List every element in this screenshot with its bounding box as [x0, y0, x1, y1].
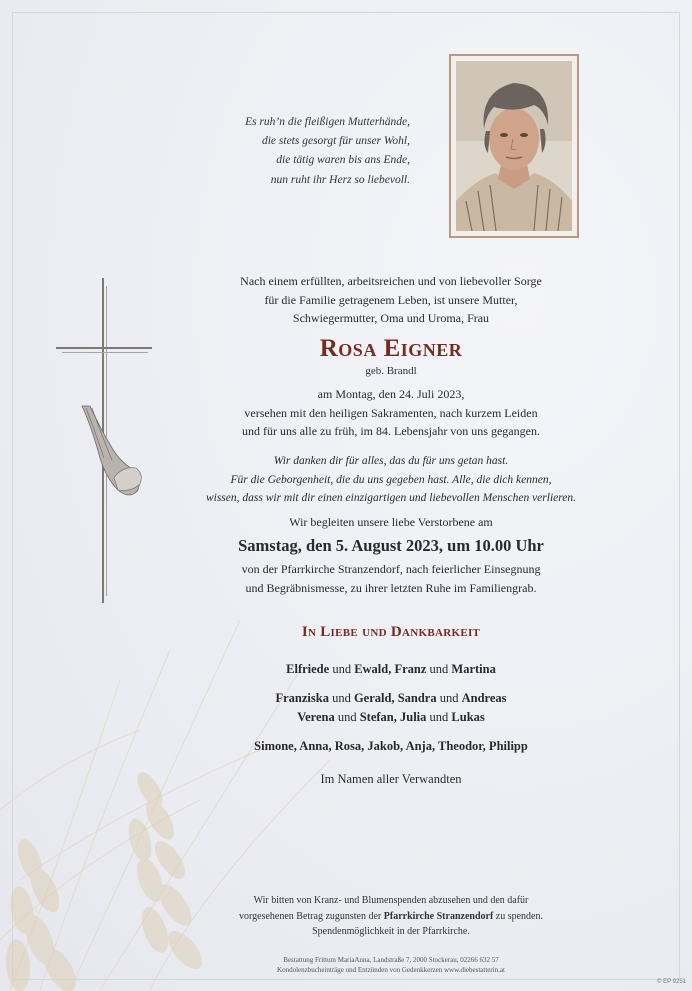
mourner-line: Verena und Stefan, Julia und Lukas	[297, 710, 485, 724]
cross-icon	[56, 278, 156, 608]
thanks-line: Für die Geborgenheit, die du uns gegeben hast. Alle, die dich kennen,	[230, 473, 552, 486]
funeral-date: Samstag, den 5. August 2023, um 10.00 Uhr	[238, 536, 544, 555]
death-notice	[160, 385, 622, 441]
mourner-line: Elfriede und Ewald, Franz und Martina	[286, 662, 496, 676]
death-line: am Montag, den 24. Juli 2023,	[317, 387, 465, 401]
mourner-line: Franziska und Gerald, Sandra und Andreas	[275, 691, 507, 705]
death-line: und für uns alle zu früh, im 84. Lebensjahr von uns gegangen.	[242, 424, 540, 438]
intro-line: Nach einem erfüllten, arbeitsreichen und von liebevoller Sorge	[240, 274, 542, 288]
portrait-frame	[449, 54, 579, 238]
mourners-list	[160, 660, 622, 756]
thanks-text	[160, 452, 622, 508]
intro-text	[160, 272, 622, 328]
death-line: versehen mit den heiligen Sakramenten, nach kurzem Leiden	[244, 405, 538, 420]
deceased-name: Rosa Eigner	[319, 335, 463, 362]
poem-line: die tätig waren bis ans Ende,	[276, 154, 410, 167]
poem-line: nun ruht ihr Herz so liebevoll.	[270, 173, 410, 186]
poem-line: die stets gesorgt für unser Wohl,	[261, 135, 410, 148]
mourners-heading: In Liebe und Dankbarkeit	[301, 624, 481, 640]
funeral-line: von der Pfarrkirche Stranzendorf, nach feierlicher Einsegnung	[241, 562, 541, 576]
portrait-photo	[456, 61, 572, 231]
relatives-line: Im Namen aller Verwandten	[320, 772, 462, 786]
poem	[190, 113, 410, 190]
donation-request: Wir bitten von Kranz- und Blumenspenden abzusehen und den dafür vorgesehenen Betrag zugunsten der Pfarrkirche Stranzendorf zu spenden. Spendenmöglichkeit in der Pfarrkirche.	[239, 895, 543, 937]
undertaker-footer: Bestattung Frittum MariaAnna, Landstraße 7, 2000 Stockerau, 02266 632 57 Kondolenzbucheinträge und Entzünden von Gedenkkerzen www.diebestatterin.at	[277, 956, 505, 974]
poem-line: Es ruh’n die fleißigen Mutterhände,	[245, 116, 410, 128]
praying-hands-icon	[82, 406, 141, 495]
document-code: © EP 9251	[657, 979, 686, 985]
thanks-line: Wir danken dir für alles, das du für uns getan hast.	[273, 455, 509, 467]
funeral-line: und Begräbnismesse, zu ihrer letzten Ruhe im Familiengrab.	[245, 580, 537, 595]
thanks-line: wissen, dass wir mit dir einen einzigartigen und liebevollen Menschen verlieren.	[205, 492, 577, 504]
intro-line: Schwiegermutter, Oma und Uroma, Frau	[292, 311, 490, 325]
maiden-name: geb. Brandl	[365, 365, 417, 377]
funeral-intro: Wir begleiten unsere liebe Verstorbene am	[289, 515, 493, 529]
funeral-details	[160, 560, 622, 597]
grandchildren-line: Simone, Anna, Rosa, Jakob, Anja, Theodor, Philipp	[254, 739, 528, 753]
intro-line: für die Familie getragenem Leben, ist unsere Mutter,	[264, 292, 518, 307]
